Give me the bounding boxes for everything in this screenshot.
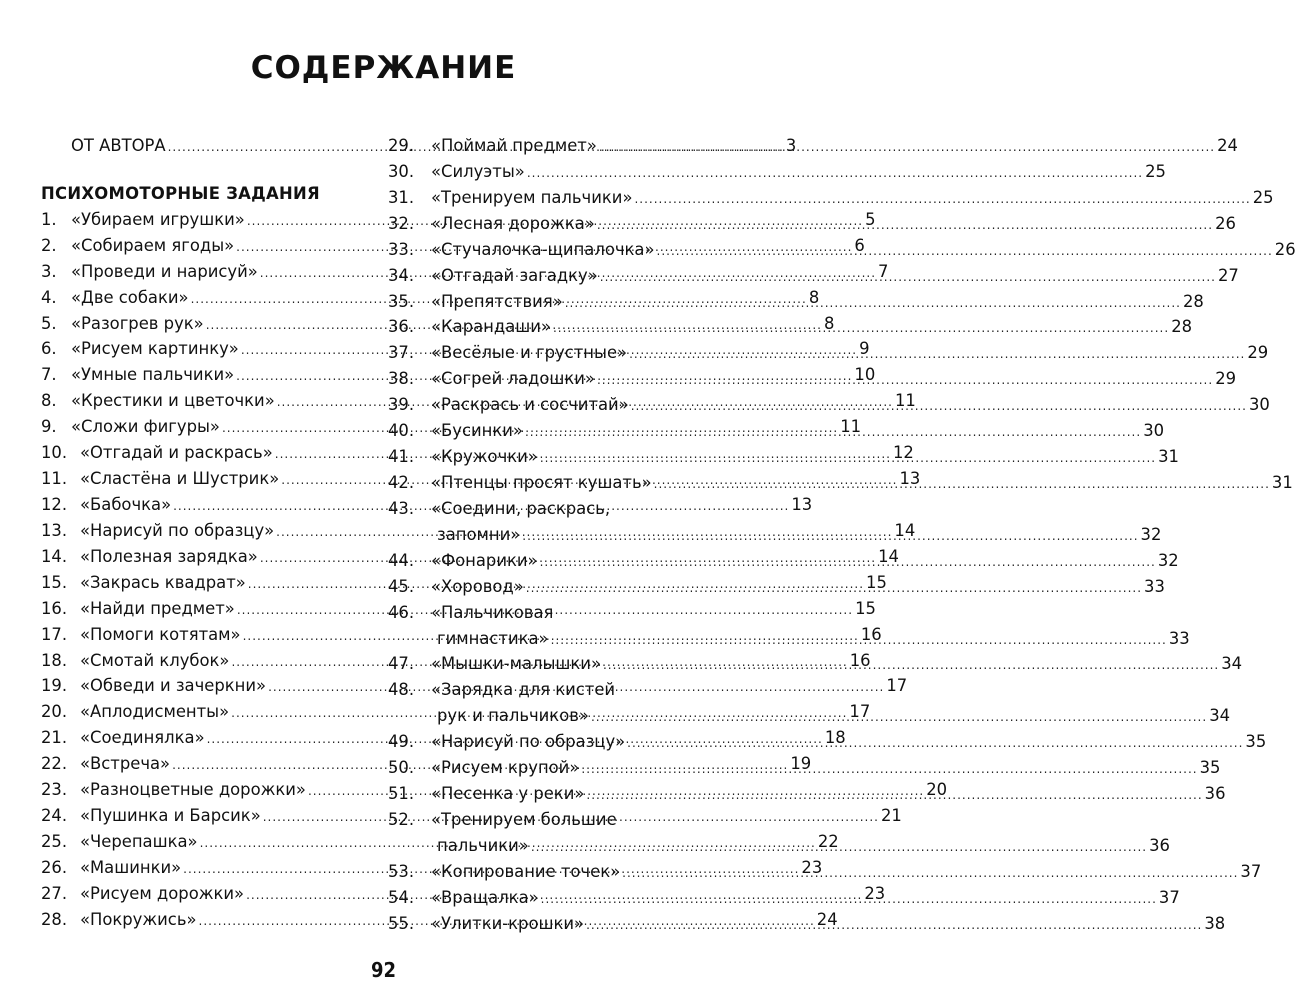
entry-number: 9. [41,417,57,437]
entry-number: 29. [388,136,415,155]
dot-leader [565,291,1181,317]
entry-title: «Песенка у реки» [431,784,585,804]
dot-leader [522,524,1138,550]
entry-title: «Бусинки» [431,421,523,441]
entry-title: «Карандаши» [431,317,551,337]
entry-title: «Хоровод» [431,576,524,596]
page-number: 92 [370,958,397,982]
dot-leader [629,342,1245,368]
entry-page-number: 30 [1248,395,1270,415]
toc-entry [388,807,718,833]
entry-title: запомни» [437,524,521,544]
dot-leader [634,187,1250,213]
entry-title: «Аплодисменты» [80,702,230,722]
entry-page-number: 27 [1218,265,1239,285]
entry-title: «Встреча» [80,754,171,774]
dot-leader [527,161,1143,187]
dot-leader [540,446,1156,472]
entry-page-number: 37 [1240,861,1262,881]
entry-title: «Согрей ладошки» [431,369,595,389]
entry-title: «Птенцы просят кушать» [431,472,652,492]
entry-title: «Собираем ягоды» [71,235,235,255]
entry-number: 30. [388,161,415,181]
entry-page-number: 36 [1204,784,1226,804]
entry-title: «Рисуем картинку» [71,339,239,359]
dot-leader [622,861,1238,887]
entry-title: рук и пальчиков» [437,706,589,726]
entry-page-number: 28 [1182,291,1204,311]
entry-title: «Тренируем большие [431,809,617,829]
entry-number: 49. [388,732,415,752]
entry-title: «Отгадай загадку» [431,265,598,285]
entry-title: «Весёлые и грустные» [431,343,628,363]
entry-title: «Нарисуй по образцу» [80,520,275,540]
dot-leader [526,576,1142,602]
dot-leader [591,705,1207,731]
entry-number: 45. [388,576,415,596]
entry-title: «Мышки-малышки» [431,654,601,674]
dot-leader [600,265,1216,291]
dot-leader [597,213,1213,239]
dot-leader [597,368,1213,394]
entry-number: 25. [41,831,68,851]
entry-title: «Стучалочка-щипалочка» [431,239,655,259]
entry-number: 52. [388,809,415,829]
entry-title: «Тренируем пальчики» [431,187,633,207]
entry-page-number: 28 [1171,317,1193,337]
entry-title: «Рисуем дорожки» [80,883,245,903]
entry-title: «Раскрась и сосчитай» [431,395,629,415]
entry-page-number: 16 [860,624,882,644]
dot-leader [657,239,1273,265]
entry-page-number: 33 [1144,576,1165,596]
entry-number: 6. [41,339,57,359]
toc-entry [388,314,1193,340]
entry-title: «Найди предмет» [80,598,235,618]
entry-page-number: 12 [893,443,914,463]
entry-page-number: 15 [855,598,876,618]
entry-page-number: 6 [854,235,865,255]
entry-page-number: 10 [854,365,876,385]
entry-number: 34. [388,265,415,285]
entry-number: 13. [41,520,68,540]
entry-title: «Обведи и зачеркни» [80,676,267,696]
entry-title: «Пушинка и Барсик» [80,806,261,826]
entry-number: 27. [41,883,68,903]
entry-number: 50. [388,758,415,778]
entry-number: 1. [41,209,57,229]
entry-number: 54. [388,887,415,907]
dot-leader [586,783,1202,809]
entry-title: «Помоги котятам» [80,624,241,644]
entry-page-number: 5 [865,209,876,229]
entry-number: 16. [41,598,68,618]
entry-page-number: 3 [785,136,797,155]
entry-title: «Улитки-крошки» [431,913,585,933]
entry-number: 28. [41,909,68,929]
dot-leader [531,835,1147,861]
entry-number: 43. [388,498,415,518]
entry-number: 2. [41,235,57,255]
section-heading: ПСИХОМОТОРНЫЕ ЗАДАНИЯ [41,183,320,203]
entry-page-number: 8 [823,313,835,333]
entry-title: ОТ АВТОРА [71,136,166,155]
entry-number: 44. [388,550,415,570]
entry-page-number: 38 [1204,913,1226,933]
entry-page-number: 19 [790,754,812,774]
entry-page-number: 9 [859,339,870,359]
entry-number: 20. [41,702,68,722]
entry-page-number: 17 [886,676,908,696]
dot-leader [541,887,1157,913]
entry-page-number: 34 [1209,706,1231,726]
entry-number: 24. [41,806,68,826]
entry-page-number: 36 [1149,835,1170,855]
toc-entry [388,496,718,522]
dot-leader [540,550,1156,576]
entry-title: «Отгадай и раскрась» [80,443,273,463]
entry-page-number: 15 [866,572,887,592]
entry-page-number: 25 [1145,161,1166,181]
toc-entry [388,600,718,626]
entry-number: 53. [388,861,415,881]
entry-title: «Нарисуй по образцу» [431,732,626,752]
entry-number: 38. [388,369,415,389]
entry-title: «Пальчиковая [431,602,554,622]
entry-title: «Фонарики» [431,550,538,570]
entry-page-number: 35 [1245,732,1267,752]
page-title: СОДЕРЖАНИЕ [250,50,517,86]
toc-entry [388,263,1239,289]
entry-page-number: 26 [1274,239,1296,259]
entry-title: «Две собаки» [71,287,189,307]
toc-entry [388,211,1236,237]
entry-page-number: 24 [1217,136,1238,155]
entry-number: 39. [388,395,415,415]
entry-number: 55. [388,913,415,933]
entry-page-number: 14 [878,546,899,566]
dot-leader [631,394,1247,420]
entry-page-number: 13 [791,494,813,514]
entry-number: 31. [388,187,415,207]
entry-page-number: 31 [1271,472,1293,492]
entry-page-number: 17 [849,702,871,722]
entry-page-number: 35 [1199,758,1221,778]
entry-title: «Умные пальчики» [71,365,235,385]
entry-title: «Машинки» [80,857,182,877]
entry-number: 8. [41,391,57,411]
entry-page-number: 22 [817,831,839,851]
entry-number: 47. [388,654,415,674]
entry-page-number: 14 [894,520,916,540]
entry-number: 12. [41,494,68,514]
entry-page-number: 21 [880,806,902,826]
entry-page-number: 29 [1215,369,1237,389]
toc-entry [388,340,1269,366]
entry-number: 14. [41,546,68,566]
dot-leader [553,316,1169,342]
toc-entry [388,133,1238,159]
entry-title: «Разноцветные дорожки» [80,780,306,800]
entry-title: «Разогрев рук» [71,313,204,333]
entry-page-number: 29 [1247,343,1269,363]
entry-page-number: 32 [1140,524,1162,544]
entry-page-number: 8 [808,287,820,307]
entry-number: 23. [41,780,68,800]
toc-entry [388,289,1204,315]
entry-title: «Соедини, раскрась, [431,498,611,518]
entry-title: «Полезная зарядка» [80,546,258,566]
entry-page-number: 25 [1252,187,1274,207]
entry-title: «Убираем игрушки» [71,209,245,229]
entry-page-number: 13 [899,469,921,489]
entry-number: 46. [388,602,415,622]
entry-number: 15. [41,572,68,592]
entry-number: 4. [41,287,57,307]
entry-number: 33. [388,239,415,259]
dot-leader [603,653,1219,679]
dot-leader [599,135,1215,161]
entry-title: «Силуэты» [431,161,525,181]
entry-title: «Копирование точек» [431,861,621,881]
entry-number: 22. [41,754,68,774]
entry-title: «Зарядка для кистей [431,680,616,700]
entry-number: 35. [388,291,415,311]
entry-page-number: 11 [894,391,916,411]
entry-title: «Соединялка» [80,728,205,748]
entry-title: «Покружись» [80,909,197,929]
entry-page-number: 34 [1221,654,1243,674]
entry-title: «Препятствия» [431,291,563,311]
entry-title: пальчики» [437,835,529,855]
entry-number: 3. [41,261,57,281]
entry-number: 37. [388,343,415,363]
dot-leader [525,420,1141,446]
entry-number: 26. [41,857,68,877]
toc-entry [388,185,1274,211]
entry-number: 18. [41,650,68,670]
entry-page-number: 37 [1158,887,1180,907]
entry-title: гимнастика» [437,628,549,648]
entry-page-number: 20 [926,780,948,800]
toc-entry [388,677,718,703]
dot-leader [586,913,1202,939]
entry-title: «Черепашка» [80,831,198,851]
entry-page-number: 26 [1215,213,1236,233]
entry-page-number: 18 [824,728,846,748]
entry-number: 48. [388,680,415,700]
entry-page-number: 23 [801,857,823,877]
dot-leader [654,472,1270,498]
entry-title: «Рисуем крупой» [431,758,580,778]
dot-leader [581,757,1197,783]
entry-number: 11. [41,469,68,489]
entry-page-number: 30 [1143,421,1165,441]
entry-title: «Вращалка» [431,887,539,907]
entry-number: 17. [41,624,68,644]
entry-title: «Поймай предмет» [431,136,597,155]
entry-title: «Крестики и цветочки» [71,391,275,411]
entry-title: «Смотай клубок» [80,650,230,670]
entry-title: «Проведи и нарисуй» [71,261,258,281]
entry-page-number: 31 [1158,447,1179,467]
entry-page-number: 11 [840,417,862,437]
dot-leader [627,731,1243,757]
entry-page-number: 24 [816,909,838,929]
toc-entry [388,237,1296,263]
entry-number: 51. [388,784,415,804]
entry-number: 7. [41,365,57,385]
entry-page-number: 7 [878,261,889,281]
entry-page-number: 33 [1168,628,1190,648]
entry-title: «Сластёна и Шустрик» [80,469,280,489]
entry-number: 36. [388,317,415,337]
entry-number: 32. [388,213,415,233]
entry-title: «Закрась квадрат» [80,572,246,592]
entry-title: «Бабочка» [80,494,172,514]
entry-number: 10. [41,443,68,463]
entry-title: «Сложи фигуры» [71,417,220,437]
entry-number: 5. [41,313,57,333]
entry-number: 42. [388,472,415,492]
entry-title: «Кружочки» [431,447,538,467]
entry-number: 41. [388,447,415,467]
entry-page-number: 16 [849,650,871,670]
entry-title: «Лесная дорожка» [431,213,595,233]
entry-number: 40. [388,421,415,441]
toc-entry [388,159,1166,185]
entry-page-number: 32 [1157,550,1179,570]
entry-number: 19. [41,676,68,696]
entry-page-number: 23 [864,883,886,903]
entry-number: 21. [41,728,68,748]
dot-leader [551,628,1167,654]
